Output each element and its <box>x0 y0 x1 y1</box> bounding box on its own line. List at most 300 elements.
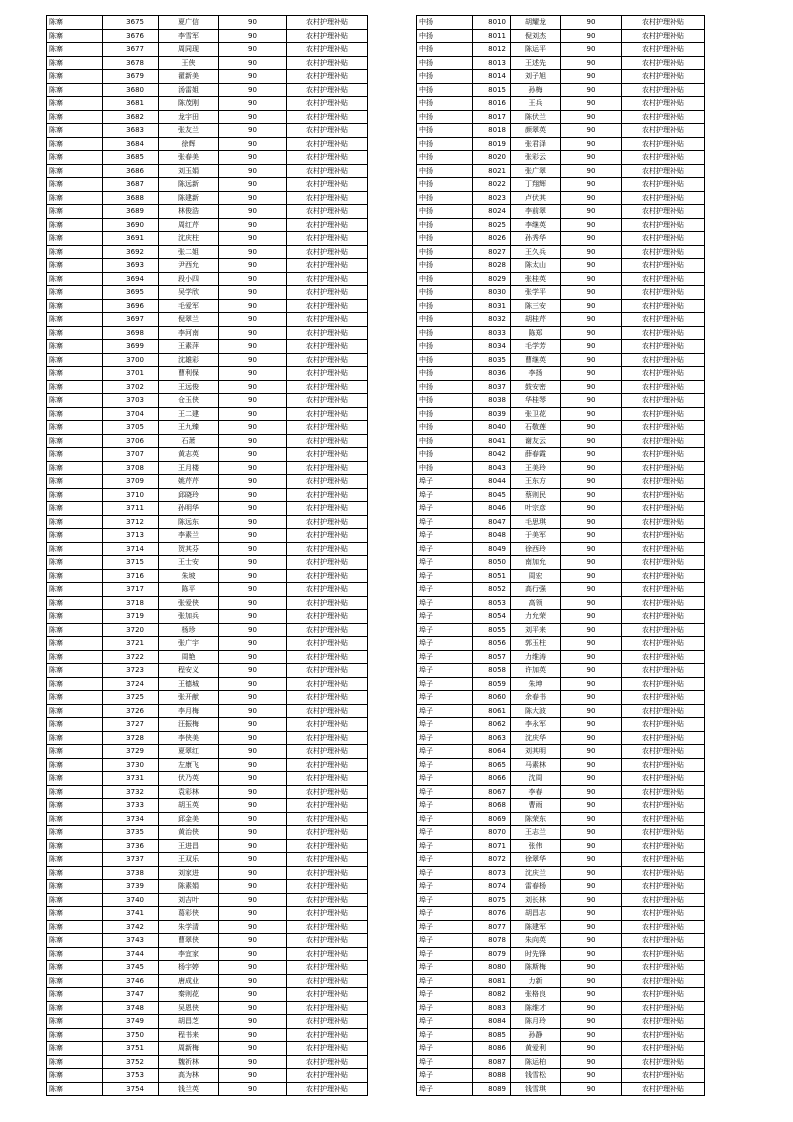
serial-number-cell: 8054 <box>473 610 511 624</box>
table-row <box>417 434 705 448</box>
serial-number-cell: 8076 <box>473 907 511 921</box>
table-row <box>417 394 705 408</box>
table-row <box>47 83 368 97</box>
village-cell: 陈寨 <box>47 313 103 327</box>
amount-cell: 90 <box>561 610 622 624</box>
village-cell: 中扬 <box>417 313 473 327</box>
subsidy-type-cell: 农村护理补贴 <box>287 907 368 921</box>
serial-number-cell: 3720 <box>103 623 159 637</box>
amount-cell: 90 <box>219 448 287 462</box>
table-row <box>47 515 368 529</box>
recipient-name-cell: 余春书 <box>511 691 561 705</box>
recipient-name-cell: 高行强 <box>511 583 561 597</box>
subsidy-type-cell: 农村护理补贴 <box>622 110 705 124</box>
subsidy-type-cell: 农村护理补贴 <box>622 137 705 151</box>
subsidy-type-cell: 农村护理补贴 <box>287 583 368 597</box>
village-cell: 中扬 <box>417 394 473 408</box>
village-cell: 中扬 <box>417 137 473 151</box>
subsidy-type-cell: 农村护理补贴 <box>287 164 368 178</box>
village-cell: 中扬 <box>417 367 473 381</box>
amount-cell: 90 <box>561 286 622 300</box>
recipient-name-cell: 刘吉叶 <box>159 893 219 907</box>
amount-cell: 90 <box>219 434 287 448</box>
subsidy-type-cell: 农村护理补贴 <box>622 272 705 286</box>
subsidy-type-cell: 农村护理补贴 <box>287 596 368 610</box>
serial-number-cell: 3723 <box>103 664 159 678</box>
table-row <box>417 610 705 624</box>
recipient-name-cell: 力允荣 <box>511 610 561 624</box>
amount-cell: 90 <box>561 502 622 516</box>
table-row <box>417 1042 705 1056</box>
village-cell: 陈寨 <box>47 920 103 934</box>
serial-number-cell: 3681 <box>103 97 159 111</box>
recipient-name-cell: 孙明华 <box>159 502 219 516</box>
table-row <box>47 43 368 57</box>
amount-cell: 90 <box>219 83 287 97</box>
village-cell: 陈寨 <box>47 1028 103 1042</box>
table-row <box>47 880 368 894</box>
village-cell: 陈寨 <box>47 934 103 948</box>
serial-number-cell: 8034 <box>473 340 511 354</box>
right-subsidy-table <box>416 15 705 1096</box>
table-row <box>417 218 705 232</box>
serial-number-cell: 8011 <box>473 29 511 43</box>
recipient-name-cell: 曹利保 <box>159 367 219 381</box>
serial-number-cell: 8062 <box>473 718 511 732</box>
subsidy-type-cell: 农村护理补贴 <box>287 218 368 232</box>
table-row <box>47 664 368 678</box>
table-row <box>47 826 368 840</box>
subsidy-type-cell: 农村护理补贴 <box>287 299 368 313</box>
village-cell: 埠子 <box>417 853 473 867</box>
serial-number-cell: 8082 <box>473 988 511 1002</box>
serial-number-cell: 3727 <box>103 718 159 732</box>
subsidy-type-cell: 农村护理补贴 <box>287 691 368 705</box>
subsidy-type-cell: 农村护理补贴 <box>622 529 705 543</box>
recipient-name-cell: 胡耀龙 <box>511 16 561 30</box>
serial-number-cell: 3701 <box>103 367 159 381</box>
subsidy-type-cell: 农村护理补贴 <box>622 610 705 624</box>
amount-cell: 90 <box>561 799 622 813</box>
recipient-name-cell: 陈远新 <box>159 178 219 192</box>
table-row <box>47 1055 368 1069</box>
serial-number-cell: 8070 <box>473 826 511 840</box>
amount-cell: 90 <box>219 515 287 529</box>
village-cell: 陈寨 <box>47 137 103 151</box>
subsidy-type-cell: 农村护理补贴 <box>622 866 705 880</box>
serial-number-cell: 3752 <box>103 1055 159 1069</box>
table-row <box>47 434 368 448</box>
recipient-name-cell: 陈素娟 <box>159 880 219 894</box>
serial-number-cell: 8088 <box>473 1069 511 1083</box>
amount-cell: 90 <box>219 1028 287 1042</box>
village-cell: 陈寨 <box>47 70 103 84</box>
village-cell: 中扬 <box>417 151 473 165</box>
serial-number-cell: 8010 <box>473 16 511 30</box>
table-row <box>417 691 705 705</box>
amount-cell: 90 <box>219 43 287 57</box>
village-cell: 埠子 <box>417 812 473 826</box>
amount-cell: 90 <box>219 529 287 543</box>
serial-number-cell: 8087 <box>473 1055 511 1069</box>
subsidy-type-cell: 农村护理补贴 <box>622 124 705 138</box>
recipient-name-cell: 魏祈林 <box>159 1055 219 1069</box>
subsidy-type-cell: 农村护理补贴 <box>287 1069 368 1083</box>
amount-cell: 90 <box>561 637 622 651</box>
village-cell: 埠子 <box>417 758 473 772</box>
table-row <box>417 677 705 691</box>
serial-number-cell: 3694 <box>103 272 159 286</box>
subsidy-type-cell: 农村护理补贴 <box>287 974 368 988</box>
subsidy-type-cell: 农村护理补贴 <box>287 461 368 475</box>
table-row <box>47 920 368 934</box>
subsidy-type-cell: 农村护理补贴 <box>622 218 705 232</box>
subsidy-type-cell: 农村护理补贴 <box>622 893 705 907</box>
village-cell: 埠子 <box>417 731 473 745</box>
recipient-name-cell: 蔡则民 <box>511 488 561 502</box>
village-cell: 中扬 <box>417 353 473 367</box>
amount-cell: 90 <box>219 205 287 219</box>
recipient-name-cell: 王久兵 <box>511 245 561 259</box>
village-cell: 陈寨 <box>47 488 103 502</box>
village-cell: 陈寨 <box>47 56 103 70</box>
recipient-name-cell: 陈斯梅 <box>511 961 561 975</box>
table-row <box>47 326 368 340</box>
village-cell: 陈寨 <box>47 974 103 988</box>
village-cell: 陈寨 <box>47 1055 103 1069</box>
recipient-name-cell: 仓玉侠 <box>159 394 219 408</box>
table-row <box>417 353 705 367</box>
table-row <box>47 394 368 408</box>
recipient-name-cell: 李扬 <box>511 367 561 381</box>
village-cell: 陈寨 <box>47 812 103 826</box>
table-row <box>47 164 368 178</box>
village-cell: 埠子 <box>417 610 473 624</box>
recipient-name-cell: 许加英 <box>511 664 561 678</box>
recipient-name-cell: 力新 <box>511 974 561 988</box>
recipient-name-cell: 高为林 <box>159 1069 219 1083</box>
village-cell: 埠子 <box>417 1015 473 1029</box>
table-row <box>417 596 705 610</box>
subsidy-type-cell: 农村护理补贴 <box>622 1069 705 1083</box>
subsidy-type-cell: 农村护理补贴 <box>287 232 368 246</box>
serial-number-cell: 3703 <box>103 394 159 408</box>
table-row <box>417 1082 705 1096</box>
subsidy-type-cell: 农村护理补贴 <box>287 326 368 340</box>
table-row <box>417 812 705 826</box>
subsidy-type-cell: 农村护理补贴 <box>622 43 705 57</box>
table-row <box>47 110 368 124</box>
serial-number-cell: 8085 <box>473 1028 511 1042</box>
amount-cell: 90 <box>219 1069 287 1083</box>
village-cell: 陈寨 <box>47 259 103 273</box>
recipient-name-cell: 夏广信 <box>159 16 219 30</box>
village-cell: 陈寨 <box>47 826 103 840</box>
table-row <box>417 718 705 732</box>
subsidy-type-cell: 农村护理补贴 <box>287 1055 368 1069</box>
serial-number-cell: 8037 <box>473 380 511 394</box>
amount-cell: 90 <box>561 583 622 597</box>
amount-cell: 90 <box>219 367 287 381</box>
subsidy-type-cell: 农村护理补贴 <box>622 596 705 610</box>
amount-cell: 90 <box>561 664 622 678</box>
serial-number-cell: 3733 <box>103 799 159 813</box>
amount-cell: 90 <box>561 961 622 975</box>
serial-number-cell: 8052 <box>473 583 511 597</box>
amount-cell: 90 <box>561 434 622 448</box>
village-cell: 陈寨 <box>47 758 103 772</box>
village-cell: 陈寨 <box>47 367 103 381</box>
amount-cell: 90 <box>561 569 622 583</box>
recipient-name-cell: 沈庆柱 <box>159 232 219 246</box>
serial-number-cell: 8073 <box>473 866 511 880</box>
serial-number-cell: 3716 <box>103 569 159 583</box>
amount-cell: 90 <box>219 610 287 624</box>
village-cell: 埠子 <box>417 475 473 489</box>
table-row <box>417 583 705 597</box>
village-cell: 埠子 <box>417 1082 473 1096</box>
amount-cell: 90 <box>561 83 622 97</box>
subsidy-type-cell: 农村护理补贴 <box>287 124 368 138</box>
table-row <box>47 1082 368 1096</box>
village-cell: 陈寨 <box>47 542 103 556</box>
recipient-name-cell: 伏乃英 <box>159 772 219 786</box>
table-row <box>47 934 368 948</box>
table-row <box>417 758 705 772</box>
recipient-name-cell: 王侠 <box>159 56 219 70</box>
serial-number-cell: 8065 <box>473 758 511 772</box>
serial-number-cell: 3696 <box>103 299 159 313</box>
recipient-name-cell: 程安义 <box>159 664 219 678</box>
serial-number-cell: 3730 <box>103 758 159 772</box>
amount-cell: 90 <box>561 529 622 543</box>
village-cell: 埠子 <box>417 785 473 799</box>
serial-number-cell: 8061 <box>473 704 511 718</box>
amount-cell: 90 <box>219 178 287 192</box>
subsidy-type-cell: 农村护理补贴 <box>287 772 368 786</box>
recipient-name-cell: 张春美 <box>159 151 219 165</box>
recipient-name-cell: 黄爱利 <box>511 1042 561 1056</box>
table-row <box>417 164 705 178</box>
subsidy-type-cell: 农村护理补贴 <box>287 286 368 300</box>
recipient-name-cell: 李继英 <box>511 218 561 232</box>
serial-number-cell: 3699 <box>103 340 159 354</box>
serial-number-cell: 8043 <box>473 461 511 475</box>
subsidy-type-cell: 农村护理补贴 <box>287 502 368 516</box>
village-cell: 埠子 <box>417 664 473 678</box>
village-cell: 陈寨 <box>47 1015 103 1029</box>
table-row <box>417 839 705 853</box>
serial-number-cell: 8075 <box>473 893 511 907</box>
recipient-name-cell: 杨珍 <box>159 623 219 637</box>
subsidy-type-cell: 农村护理补贴 <box>622 1042 705 1056</box>
recipient-name-cell: 薛春霞 <box>511 448 561 462</box>
serial-number-cell: 8066 <box>473 772 511 786</box>
subsidy-type-cell: 农村护理补贴 <box>622 583 705 597</box>
subsidy-type-cell: 农村护理补贴 <box>622 637 705 651</box>
subsidy-type-cell: 农村护理补贴 <box>622 623 705 637</box>
serial-number-cell: 8067 <box>473 785 511 799</box>
recipient-name-cell: 张伟 <box>511 839 561 853</box>
village-cell: 陈寨 <box>47 866 103 880</box>
amount-cell: 90 <box>561 556 622 570</box>
recipient-name-cell: 吴学欣 <box>159 286 219 300</box>
serial-number-cell: 3678 <box>103 56 159 70</box>
recipient-name-cell: 曹雨 <box>511 799 561 813</box>
village-cell: 陈寨 <box>47 110 103 124</box>
amount-cell: 90 <box>219 299 287 313</box>
serial-number-cell: 3746 <box>103 974 159 988</box>
serial-number-cell: 8013 <box>473 56 511 70</box>
amount-cell: 90 <box>219 218 287 232</box>
amount-cell: 90 <box>561 812 622 826</box>
amount-cell: 90 <box>561 178 622 192</box>
table-row <box>417 70 705 84</box>
table-row <box>47 1042 368 1056</box>
table-row <box>47 16 368 30</box>
serial-number-cell: 8019 <box>473 137 511 151</box>
table-row <box>417 29 705 43</box>
recipient-name-cell: 王远俊 <box>159 380 219 394</box>
serial-number-cell: 8036 <box>473 367 511 381</box>
table-row <box>417 475 705 489</box>
subsidy-type-cell: 农村护理补贴 <box>622 691 705 705</box>
serial-number-cell: 8089 <box>473 1082 511 1096</box>
table-row <box>47 367 368 381</box>
table-row <box>47 745 368 759</box>
subsidy-type-cell: 农村护理补贴 <box>287 812 368 826</box>
amount-cell: 90 <box>561 164 622 178</box>
table-row <box>47 758 368 772</box>
recipient-name-cell: 张二姐 <box>159 245 219 259</box>
recipient-name-cell: 陈运平 <box>511 43 561 57</box>
village-cell: 中扬 <box>417 461 473 475</box>
amount-cell: 90 <box>561 772 622 786</box>
amount-cell: 90 <box>219 56 287 70</box>
subsidy-type-cell: 农村护理补贴 <box>622 1055 705 1069</box>
subsidy-type-cell: 农村护理补贴 <box>287 259 368 273</box>
amount-cell: 90 <box>219 866 287 880</box>
recipient-name-cell: 吴恩侠 <box>159 1001 219 1015</box>
village-cell: 陈寨 <box>47 529 103 543</box>
village-cell: 陈寨 <box>47 583 103 597</box>
table-row <box>47 137 368 151</box>
amount-cell: 90 <box>561 394 622 408</box>
subsidy-type-cell: 农村护理补贴 <box>622 421 705 435</box>
subsidy-type-cell: 农村护理补贴 <box>287 191 368 205</box>
recipient-name-cell: 华桂琴 <box>511 394 561 408</box>
serial-number-cell: 8049 <box>473 542 511 556</box>
subsidy-type-cell: 农村护理补贴 <box>287 43 368 57</box>
recipient-name-cell: 陈茂刚 <box>159 97 219 111</box>
recipient-name-cell: 徐西玲 <box>511 542 561 556</box>
amount-cell: 90 <box>561 826 622 840</box>
amount-cell: 90 <box>219 475 287 489</box>
recipient-name-cell: 胡昌志 <box>511 907 561 921</box>
amount-cell: 90 <box>219 353 287 367</box>
table-row <box>417 893 705 907</box>
amount-cell: 90 <box>561 1042 622 1056</box>
amount-cell: 90 <box>561 1028 622 1042</box>
recipient-name-cell: 王素萍 <box>159 340 219 354</box>
table-row <box>47 124 368 138</box>
recipient-name-cell: 李河南 <box>159 326 219 340</box>
recipient-name-cell: 刘平来 <box>511 623 561 637</box>
table-row <box>417 124 705 138</box>
recipient-name-cell: 张开献 <box>159 691 219 705</box>
serial-number-cell: 3741 <box>103 907 159 921</box>
recipient-name-cell: 朱坤 <box>511 677 561 691</box>
amount-cell: 90 <box>219 920 287 934</box>
recipient-name-cell: 左康飞 <box>159 758 219 772</box>
recipient-name-cell: 胡桂芹 <box>511 313 561 327</box>
amount-cell: 90 <box>219 110 287 124</box>
serial-number-cell: 3725 <box>103 691 159 705</box>
village-cell: 埠子 <box>417 880 473 894</box>
village-cell: 陈寨 <box>47 988 103 1002</box>
amount-cell: 90 <box>219 772 287 786</box>
serial-number-cell: 8022 <box>473 178 511 192</box>
table-row <box>47 272 368 286</box>
table-row <box>417 97 705 111</box>
serial-number-cell: 3745 <box>103 961 159 975</box>
recipient-name-cell: 陈伏兰 <box>511 110 561 124</box>
recipient-name-cell: 李永军 <box>511 718 561 732</box>
subsidy-type-cell: 农村护理补贴 <box>622 178 705 192</box>
serial-number-cell: 3739 <box>103 880 159 894</box>
subsidy-type-cell: 农村护理补贴 <box>622 920 705 934</box>
serial-number-cell: 3690 <box>103 218 159 232</box>
subsidy-type-cell: 农村护理补贴 <box>287 178 368 192</box>
village-cell: 中扬 <box>417 29 473 43</box>
recipient-name-cell: 周新梅 <box>159 1042 219 1056</box>
recipient-name-cell: 汤雷姐 <box>159 83 219 97</box>
amount-cell: 90 <box>219 407 287 421</box>
subsidy-type-cell: 农村护理补贴 <box>287 353 368 367</box>
serial-number-cell: 3726 <box>103 704 159 718</box>
serial-number-cell: 3709 <box>103 475 159 489</box>
serial-number-cell: 3702 <box>103 380 159 394</box>
serial-number-cell: 8086 <box>473 1042 511 1056</box>
serial-number-cell: 8031 <box>473 299 511 313</box>
recipient-name-cell: 汪振梅 <box>159 718 219 732</box>
table-row <box>417 731 705 745</box>
amount-cell: 90 <box>219 704 287 718</box>
village-cell: 埠子 <box>417 515 473 529</box>
recipient-name-cell: 张友兰 <box>159 124 219 138</box>
table-row <box>47 623 368 637</box>
serial-number-cell: 8030 <box>473 286 511 300</box>
serial-number-cell: 3744 <box>103 947 159 961</box>
table-row <box>417 569 705 583</box>
serial-number-cell: 8050 <box>473 556 511 570</box>
table-row <box>47 1001 368 1015</box>
table-row <box>47 70 368 84</box>
serial-number-cell: 3700 <box>103 353 159 367</box>
serial-number-cell: 3689 <box>103 205 159 219</box>
village-cell: 埠子 <box>417 488 473 502</box>
recipient-name-cell: 沈周 <box>511 772 561 786</box>
recipient-name-cell: 毛爱军 <box>159 299 219 313</box>
serial-number-cell: 3747 <box>103 988 159 1002</box>
village-cell: 陈寨 <box>47 407 103 421</box>
table-row <box>417 623 705 637</box>
recipient-name-cell: 段小四 <box>159 272 219 286</box>
village-cell: 陈寨 <box>47 853 103 867</box>
subsidy-type-cell: 农村护理补贴 <box>287 83 368 97</box>
subsidy-type-cell: 农村护理补贴 <box>287 529 368 543</box>
subsidy-type-cell: 农村护理补贴 <box>287 718 368 732</box>
